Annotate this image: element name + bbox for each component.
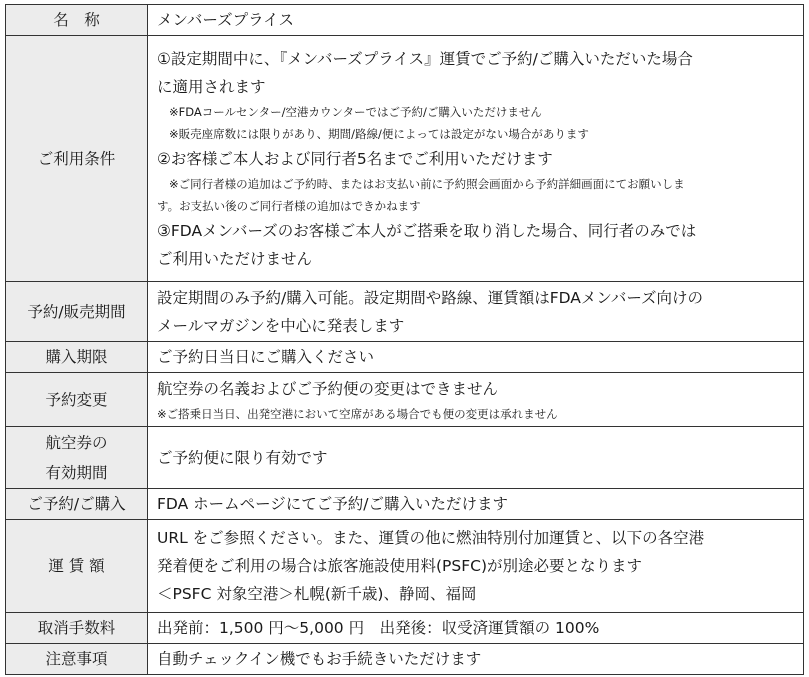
- row-label: 購入期限: [6, 342, 148, 373]
- row-label: 予約/販売期間: [6, 282, 148, 342]
- period-line-2: メールマガジンを中心に発表します: [157, 316, 405, 335]
- validity-label-line-1: 航空券の: [45, 433, 108, 452]
- change-note: ※ご搭乗日当日、出発空港において空席がある場合でも便の変更は承れません: [157, 406, 558, 421]
- row-name: [6, 5, 804, 36]
- condition-1-line-2: に適用されます: [157, 77, 266, 96]
- row-value: メンバーズプライス: [148, 5, 804, 36]
- row-label: 注意事項: [6, 644, 148, 675]
- row-fare: [6, 520, 804, 613]
- condition-1-note-2: ※販売座席数には限りがあり、期間/路線/便によっては設定がない場合があります: [169, 126, 589, 141]
- row-validity: [6, 427, 804, 489]
- row-conditions: [6, 36, 804, 282]
- row-label: [6, 427, 148, 489]
- row-label: ご利用条件: [6, 36, 148, 282]
- row-cancel-fee: [6, 613, 804, 644]
- row-purchase-deadline: [6, 342, 804, 373]
- row-value: FDA ホームページにてご予約/ご購入いただけます: [148, 489, 804, 520]
- row-value: [148, 520, 804, 613]
- change-line-1: 航空券の名義およびご予約便の変更はできません: [157, 379, 499, 398]
- validity-label-line-2: 有効期間: [45, 463, 108, 482]
- row-label: 取消手数料: [6, 613, 148, 644]
- condition-3-line-1: ③FDAメンバーズのお客様ご本人がご搭乗を取り消した場合、同行者のみでは: [157, 221, 697, 240]
- condition-2-note-line-2: す。お支払い後のご同行者様の追加はできかねます: [157, 198, 421, 213]
- row-value: [148, 36, 804, 282]
- row-booking: [6, 489, 804, 520]
- condition-2-note: [157, 173, 799, 217]
- condition-2-line-1: ②お客様ご本人および同行者5名までご利用いただけます: [157, 149, 553, 168]
- row-value: 出発前：1,500 円～5,000 円 出発後：収受済運賃額の 100%: [148, 613, 804, 644]
- condition-2-note-line-1: ※ご同行者様の追加はご予約時、またはお支払い前に予約照会画面から予約詳細画面にてお願いしま: [169, 176, 685, 191]
- row-label: 名 称: [6, 5, 148, 36]
- row-change: [6, 373, 804, 427]
- fare-line-3: ＜PSFC 対象空港＞札幌(新千歳)、静岡、福岡: [157, 585, 477, 603]
- row-notes: [6, 644, 804, 675]
- condition-1-line-1: ①設定期間中に、『メンバーズプライス』運賃でご予約/ご購入いただいた場合: [157, 49, 693, 68]
- row-label: 予約変更: [6, 373, 148, 427]
- fare-line-2: 発着便をご利用の場合は旅客施設使用料(PSFC)が別途必要となります: [157, 557, 643, 575]
- row-label: ご予約/ご購入: [6, 489, 148, 520]
- row-value: [148, 282, 804, 342]
- condition-1-note-1: ※FDAコールセンター/空港カウンターではご予約/ご購入いただけません: [169, 104, 542, 119]
- row-value: 自動チェックイン機でもお手続きいただけます: [148, 644, 804, 675]
- row-value: ご予約日当日にご購入ください: [148, 342, 804, 373]
- row-label: 運 賃 額: [6, 520, 148, 613]
- condition-3-line-2: ご利用いただけません: [157, 249, 313, 268]
- row-value: [148, 373, 804, 427]
- period-line-1: 設定期間のみ予約/購入可能。設定期間や路線、運賃額はFDAメンバーズ向けの: [157, 288, 704, 307]
- fare-line-1: URL をご参照ください。また、運賃の他に燃油特別付加運賃と、以下の各空港: [157, 529, 705, 547]
- fare-conditions-table: [5, 4, 804, 675]
- row-period: [6, 282, 804, 342]
- row-value: ご予約便に限り有効です: [148, 427, 804, 489]
